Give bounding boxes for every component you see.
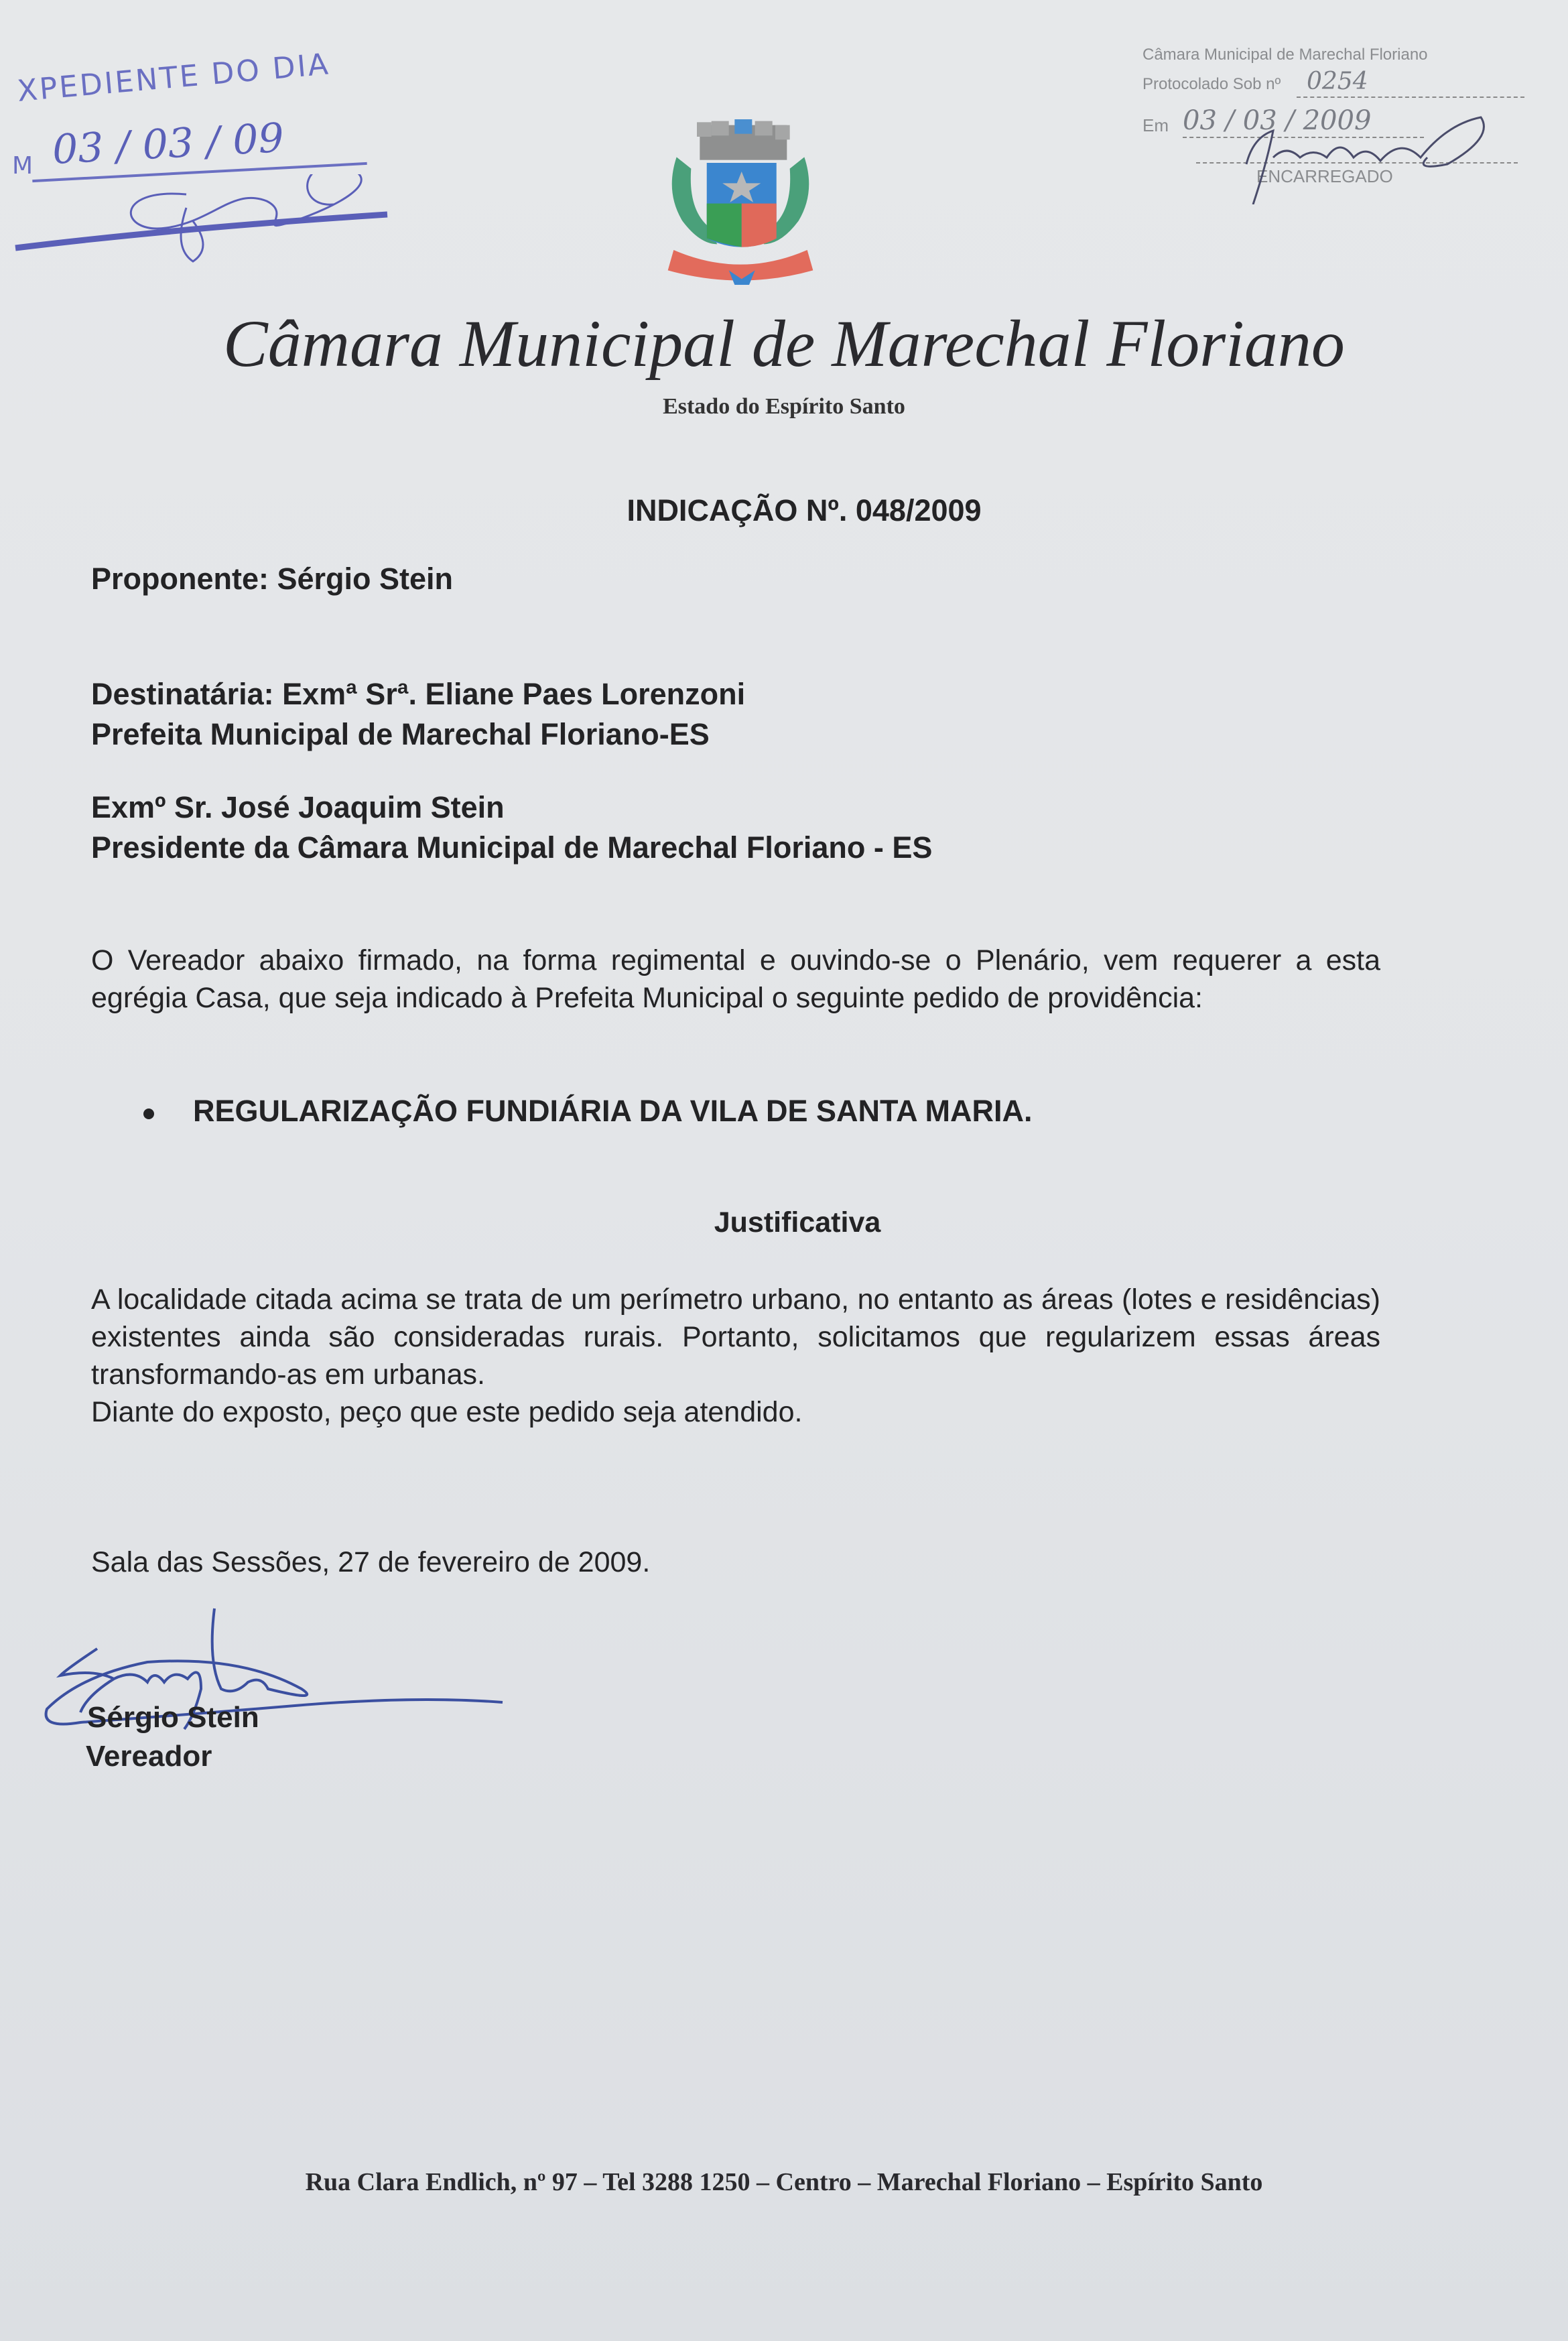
footer-address: Rua Clara Endlich, nº 97 – Tel 3288 1250 – Centro – Marechal Floriano – Espírito Santo xyxy=(305,2168,1263,2196)
justification-paragraph: A localidade citada acima se trata de um perímetro urbano, no entanto as áreas (lotes e residências) existentes ainda são consideradas rurais. Portanto, solicitamos que regularizem essas áreas transformando-as em urbanas. xyxy=(91,1283,1380,1391)
coat-of-arms-emblem xyxy=(653,101,828,295)
protocolo-role: ENCARREGADO xyxy=(1256,166,1393,186)
justification-heading: Justificativa xyxy=(714,1206,881,1239)
signer-name: Sérgio Stein xyxy=(87,1701,259,1734)
destinataria-line1: Destinatária: Exmª Srª. Eliane Paes Lorenzoni xyxy=(91,677,746,711)
institution-subtitle: Estado do Espírito Santo xyxy=(663,394,905,419)
closing-line: Diante do exposto, peço que este pedido seja atendido. xyxy=(91,1396,803,1428)
protocolo-number-label: Protocolado Sob nº xyxy=(1142,75,1281,93)
presidente-line1: Exmº Sr. José Joaquim Stein xyxy=(91,790,505,824)
intro-paragraph: O Vereador abaixo firmado, na forma regimental e ouvindo-se o Plenário, vem requerer a esta egrégia Casa, que seja indicado à Prefeita Municipal o seguinte pedido de providência: xyxy=(91,944,1380,1014)
place-date: Sala das Sessões, 27 de fevereiro de 2009. xyxy=(91,1546,651,1578)
signer-role: Vereador xyxy=(86,1740,212,1773)
presidente-line2: Presidente da Câmara Municipal de Marechal Floriano - ES xyxy=(91,830,933,865)
request-item: REGULARIZAÇÃO FUNDIÁRIA DA VILA DE SANTA MARIA. xyxy=(193,1094,1033,1128)
expediente-prefix: M xyxy=(12,152,34,180)
protocolo-date: 03 / 03 / 2009 xyxy=(1183,105,1372,136)
bullet-icon xyxy=(143,1109,154,1119)
expediente-date: 03 / 03 / 09 xyxy=(51,114,285,174)
expediente-signature xyxy=(12,174,401,268)
encarregado-signature xyxy=(1226,111,1521,204)
proponente: Proponente: Sérgio Stein xyxy=(91,562,454,596)
protocolo-line1: Câmara Municipal de Marechal Floriano xyxy=(1142,46,1428,64)
crown-icon xyxy=(697,119,790,160)
expediente-stamp xyxy=(12,47,428,265)
justification-block xyxy=(91,1281,1380,1431)
document-number: INDICAÇÃO Nº. 048/2009 xyxy=(627,493,982,527)
institution-title: Câmara Municipal de Marechal Floriano xyxy=(223,306,1345,381)
protocolo-number: 0254 xyxy=(1307,68,1368,95)
protocolo-date-label: Em xyxy=(1142,115,1169,135)
protocolo-stamp xyxy=(1139,47,1568,201)
protocolo-number-line xyxy=(1297,97,1524,98)
destinataria-line2: Prefeita Municipal de Marechal Floriano-ES xyxy=(91,717,710,751)
expediente-label: XPEDIENTE DO DIA xyxy=(15,47,332,109)
